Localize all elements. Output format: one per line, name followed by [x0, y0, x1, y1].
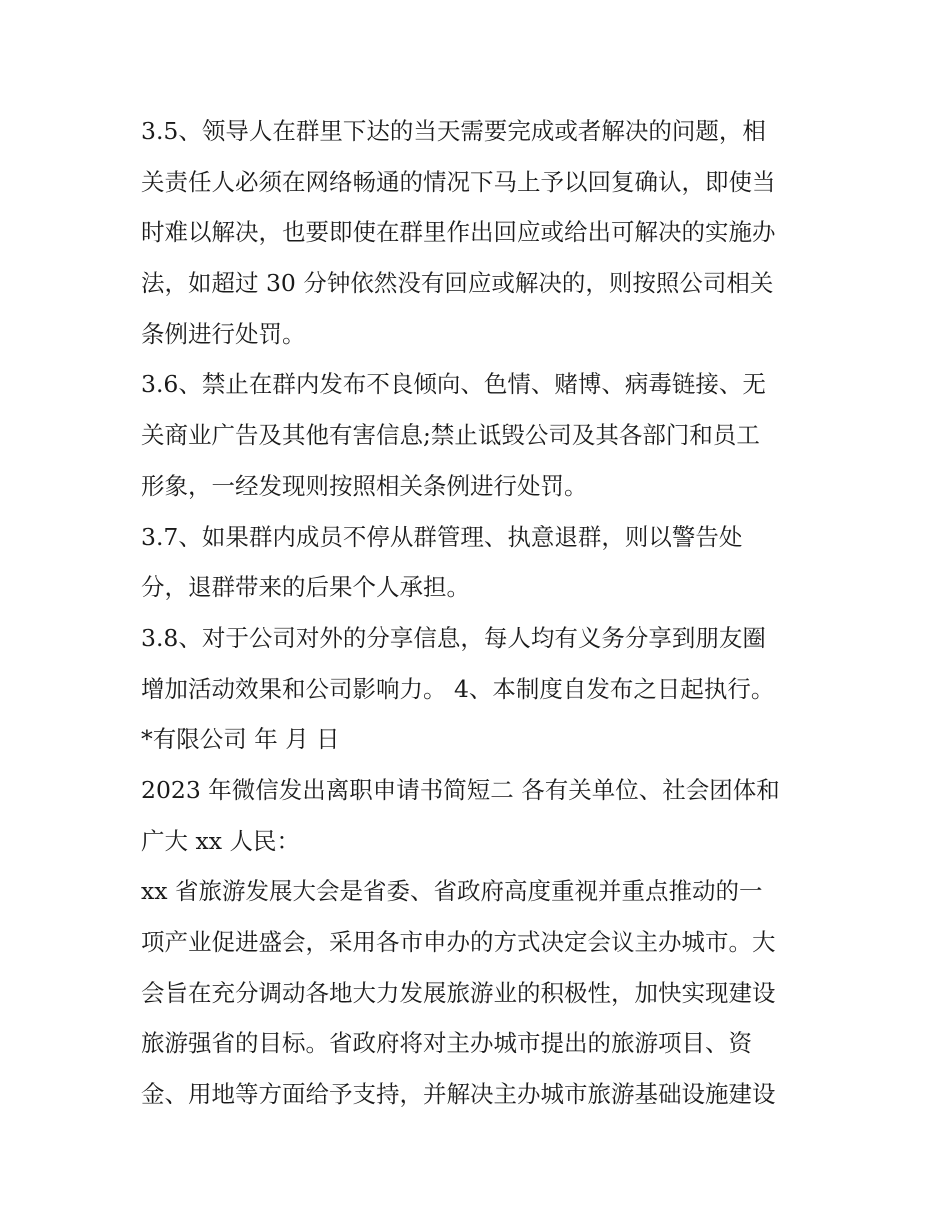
text-line: 项产业促进盛会，采用各市申办的方式决定会议主办城市。大 [141, 928, 776, 956]
text-line: 广大 xx 人民： [141, 826, 300, 855]
text-line: 时难以解决，也要即使在群里作出回应或给出可解决的实施办 [141, 218, 776, 247]
text-line: 旅游强省的目标。省政府将对主办城市提出的旅游项目、资 [141, 1029, 752, 1058]
text-line: xx 省旅游发展大会是省委、省政府高度重视并重点推动的一 [141, 877, 763, 906]
text-line: *有限公司 年 月 日 [141, 725, 340, 754]
text-line: 关责任人必须在网络畅通的情况下马上予以回复确认，即使当 [141, 167, 776, 196]
text-line: 条例进行处罚。 [141, 319, 306, 348]
text-line: 增加活动效果和公司影响力。 4、本制度自发布之日起执行。 [141, 674, 775, 703]
text-line: 3.8、对于公司对外的分享信息，每人均有义务分享到朋友圈 [141, 623, 766, 652]
text-line: 法，如超过 30 分钟依然没有回应或解决的，则按照公司相关 [141, 269, 774, 298]
text-line: 3.6、禁止在群内发布不良倾向、色情、赌博、病毒链接、无 [141, 370, 766, 399]
text-line: 会旨在充分调动各地大力发展旅游业的积极性，加快实现建设 [141, 978, 776, 1007]
text-line: 金、用地等方面给予支持，并解决主办城市旅游基础设施建设 [141, 1080, 776, 1109]
text-line: 3.5、领导人在群里下达的当天需要完成或者解决的问题，相 [141, 117, 766, 145]
document-body [141, 106, 821, 1120]
text-line: 分，退群带来的后果个人承担。 [141, 573, 470, 602]
text-line: 关商业广告及其他有害信息;禁止诋毁公司及其各部门和员工 [141, 421, 760, 450]
text-line: 形象，一经发现则按照相关条例进行处罚。 [141, 471, 588, 500]
text-line: 3.7、如果群内成员不停从群管理、执意退群，则以警告处 [141, 522, 743, 551]
text-line: 2023 年微信发出离职申请书简短二 各有关单位、社会团体和 [141, 775, 780, 804]
